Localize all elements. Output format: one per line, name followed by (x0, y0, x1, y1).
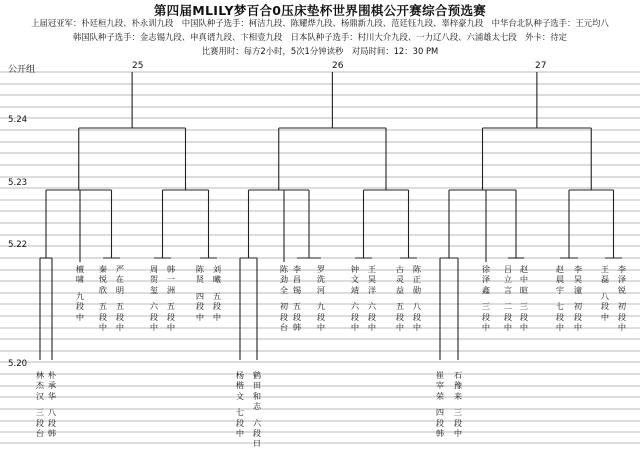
seeded-players-line: 上届冠亚军：朴廷桓九段、朴永训九段 中国队种子选手：柯洁九段、陈耀烨九段、杨鼎新九段、范廷钰九段、辜梓豪九段 中华台北队种子选手：王元均八 (31, 18, 609, 28)
date-label-5-24: 5.24 (8, 115, 28, 125)
player-name: 陈 贤 (195, 264, 205, 285)
group-label: 公开组 (8, 65, 36, 75)
player-rank: 三 段 中 (453, 407, 463, 439)
player-entry (110, 264, 130, 332)
player-name: 李 泽 锐 (617, 264, 627, 295)
player-entry (311, 264, 331, 332)
player-rank: 四 段 中 (195, 290, 205, 322)
player-entry (568, 264, 588, 332)
player-rank: 九 段 中 (316, 301, 326, 333)
player-name: 王 昊 洋 (367, 264, 377, 295)
player-rank: 九 段 中 (75, 290, 85, 322)
player-rank: 五 段 中 (166, 301, 176, 333)
player-entry (207, 264, 227, 322)
player-entry (476, 264, 496, 332)
player-rank: 三 段 中 (481, 301, 491, 333)
player-rank: 五 段 中 (212, 290, 222, 322)
player-name: 秦 悦 欣 (98, 264, 108, 295)
player-name: 李 昊 潼 (573, 264, 583, 295)
player-rank: 三 段 台 (35, 407, 45, 439)
player-rank: 五 段 韩 (292, 301, 302, 333)
group-number-26: 26 (332, 61, 344, 71)
player-rank: 五 段 中 (115, 301, 125, 333)
player-rank: 初 段 台 (279, 301, 289, 333)
player-rank: 六 段 中 (149, 301, 159, 333)
player-name: 吕 立 言 (503, 264, 513, 295)
player-name: 檀 啸 (75, 264, 85, 285)
player-rank: 初 段 中 (573, 301, 583, 333)
player-entry (407, 264, 427, 332)
player-name: 王 磊 (600, 264, 610, 285)
player-rank: 六 段 日 (252, 417, 262, 449)
player-name: 严 在 明 (115, 264, 125, 295)
player-entry (550, 264, 570, 332)
group-number-25: 25 (132, 61, 144, 71)
player-entry (430, 370, 450, 438)
player-name: 赵 晨 宇 (555, 264, 565, 295)
player-rank: 八 段 韩 (47, 407, 57, 439)
player-rank: 五 段 中 (395, 301, 405, 333)
player-name: 杨 楷 文 (235, 370, 245, 401)
player-entry (247, 370, 267, 449)
player-entry (448, 370, 468, 438)
player-rank: 七 段 中 (555, 301, 565, 333)
date-label-5-20: 5.20 (8, 359, 28, 369)
time-control-line: 比赛用时：每方2小时，5次1分钟读秒 对局时间：12：30 PM (201, 46, 439, 56)
player-name: 韩 一 洲 (166, 264, 176, 295)
player-name: 陈 劲 全 (279, 264, 289, 295)
player-rank: 七 段 中 (235, 407, 245, 439)
date-label-5-22: 5.22 (8, 240, 28, 250)
player-entry (161, 264, 181, 332)
player-rank: 六 段 中 (367, 301, 377, 333)
page-title: 第四届MLILY梦百合0压床垫杯世界围棋公开赛综合预选赛 (153, 3, 487, 18)
seeded-players-line-2: 韩国队种子选手：金志锡九段、申真谞九段、卞相壹九段 日本队种子选手：村川大介九段、一力辽八段、六浦雄太七段 外卡：待定 (72, 32, 568, 42)
player-name: 古 灵 益 (395, 264, 405, 295)
player-entry (42, 370, 62, 438)
player-entry (287, 264, 307, 332)
player-name: 李 昌 锡 (292, 264, 302, 295)
date-label-5-23: 5.23 (8, 178, 28, 188)
player-rank: 六 段 中 (350, 301, 360, 333)
player-name: 崔 宰 荣 (435, 370, 445, 401)
player-entry (362, 264, 382, 332)
player-name: 陈 正 勋 (412, 264, 422, 295)
player-rank: 五 段 中 (98, 301, 108, 333)
player-name: 周 贺 玺 (149, 264, 159, 295)
player-entry (612, 264, 632, 332)
group-number-27: 27 (535, 61, 547, 71)
player-rank: 四 段 韩 (435, 407, 445, 439)
player-name: 鹤 田 和 志 (252, 370, 262, 412)
player-name: 钟 文 靖 (350, 264, 360, 295)
player-rank: 初 段 中 (617, 301, 627, 333)
player-name: 石 豫 来 (453, 370, 463, 401)
player-rank: 三 段 中 (519, 301, 529, 333)
player-name: 林 杰 汉 (35, 370, 45, 401)
player-name: 朴 承 华 (47, 370, 57, 401)
player-entry (514, 264, 534, 332)
player-name: 罗 洗 河 (316, 264, 326, 295)
player-entry (70, 264, 90, 322)
player-rank: 八 段 中 (412, 301, 422, 333)
player-rank: 二 段 中 (503, 301, 513, 333)
player-rank: 八 段 中 (600, 290, 610, 322)
player-name: 徐 泽 鑫 (481, 264, 491, 295)
player-name: 刘 曦 (212, 264, 222, 285)
player-name: 赵 中 暄 (519, 264, 529, 295)
